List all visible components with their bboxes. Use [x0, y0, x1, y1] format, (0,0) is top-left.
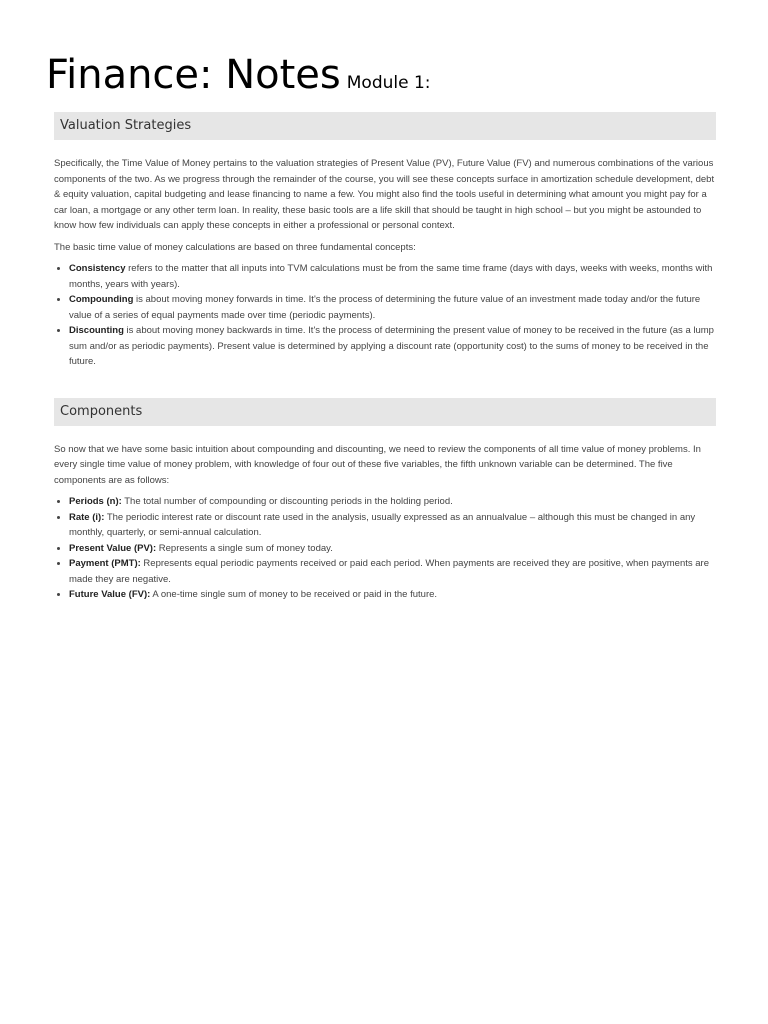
list-item-text: A one-time single sum of money to be received or paid in the future. — [150, 589, 438, 600]
list-item-term: Future Value (FV): — [69, 589, 151, 600]
list-item — [69, 510, 716, 541]
list-item — [69, 292, 716, 323]
list-item-text: is about moving money forwards in time. It's the process of determining the future value of an investment made today and/or the future value of a series of equal payments made over time (periodic payments). — [69, 294, 701, 321]
list-item-term: Payment (PMT): — [69, 558, 141, 569]
section-body — [54, 140, 716, 370]
component-list — [54, 494, 716, 603]
section-spacer — [54, 370, 716, 398]
list-item-text: refers to the matter that all inputs into TVM calculations must be from the same time frame (days with days, weeks with weeks, months with months, years with years). — [69, 263, 713, 290]
list-item-term: Discounting — [69, 325, 124, 336]
section-heading: Components — [54, 398, 716, 426]
list-item — [69, 587, 716, 603]
section-paragraph: The basic time value of money calculations are based on three fundamental concepts: — [54, 241, 416, 253]
list-item — [69, 261, 716, 292]
section-paragraph: Specifically, the Time Value of Money pertains to the valuation strategies of Present Value (PV), Future Value (FV) and numerous combinations of the various components of the two. As we progress through the remainder of the course, you will see these concepts surface in amortization schedule development, debt & equity valuation, capital budgeting and lease financing to name a few. You might also find the tools useful in determining what amount you might pay for a car loan, a mortgage or any other term loan. In reality, these basic tools are a life skill that should be taught in high school – but you might be astounded to know how few individuals can apply these concepts in either a professional or personal context. — [54, 158, 715, 231]
list-item-term: Consistency — [69, 263, 126, 274]
section-paragraph: So now that we have some basic intuition about compounding and discounting, we need to review the components of all time value of money problems. In every single time value of money problem, with knowledge of four out of these five variables, the fifth unknown variable can be determined. The five components are as follows: — [54, 443, 701, 486]
page-subtitle: Module 1: — [346, 73, 431, 93]
list-item-term: Compounding — [69, 294, 134, 305]
notes-content — [54, 112, 716, 603]
page-title: Finance: Notes — [46, 52, 341, 98]
list-item-term: Present Value (PV): — [69, 542, 157, 554]
page-header — [46, 50, 431, 100]
section-valuation-strategies — [54, 112, 716, 370]
list-item — [69, 556, 716, 587]
list-item — [69, 541, 716, 557]
list-item — [69, 494, 716, 510]
section-body — [54, 426, 716, 603]
list-item — [69, 323, 716, 370]
list-item-text: The periodic interest rate or discount rate used in the analysis, usually expressed as an annualvalue – although this must be changed in any monthly, quarterly, or semi-annual calculation. — [69, 511, 696, 538]
concept-list — [54, 261, 716, 370]
list-item-text: Represents equal periodic payments received or paid each period. When payments are received they are positive, when payments are made they are negative. — [69, 558, 709, 585]
list-item-text: Represents a single sum of money today. — [156, 542, 333, 554]
list-item-text: is about moving money backwards in time. It's the process of determining the present value of money to be received in the future (as a lump sum and/or as periodic payments). Present value is determined by applying a discount rate (opportunity cost) to the sums of money to be received in the future. — [69, 325, 714, 367]
list-item-term: Rate (i): — [69, 511, 105, 523]
section-components — [54, 398, 716, 603]
list-item-text: The total number of compounding or discounting periods in the holding period. — [121, 496, 453, 507]
section-heading: Valuation Strategies — [54, 112, 716, 140]
list-item-term: Periods (n): — [69, 496, 122, 507]
